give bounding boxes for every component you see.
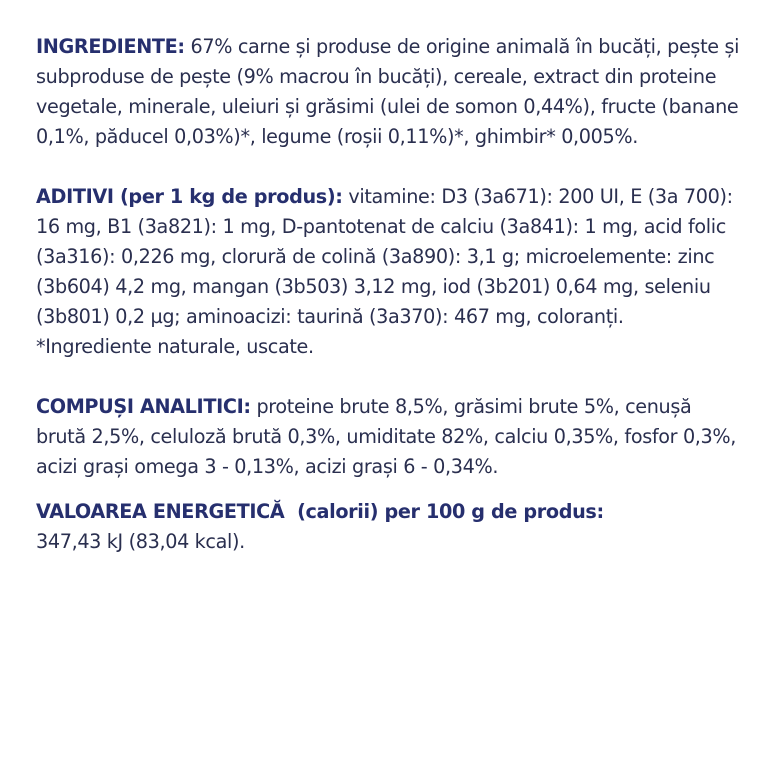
analytical-text: proteine brute 8,5%, grăsimi brute 5%, cenușă brută 2,5%, celuloză brută 0,3%, umiditate 82%, calciu 0,35%, fosfor 0,3%, acizi grași omega 3 - 0,13%, acizi grași 6 - 0,34%. [36,395,737,478]
analytical-section [36,392,741,482]
analytical-heading: COMPUȘI ANALITICI: [36,395,251,418]
additives-section [36,182,741,362]
ingredients-text: 67% carne și produse de origine animală în bucăți, pește și subproduse de pește (9% macrou în bucăți), cereale, extract din proteine vegetale, minerale, uleiuri și grăsimi (ulei de somon 0,44%), fructe (banane 0,1%, păducel 0,03%)*, legume (roșii 0,11%)*, ghimbir* 0,005%. [36,35,740,148]
energy-heading: VALOAREA ENERGETICĂ (calorii) per 100 g de produs: [36,500,604,523]
energy-text: 347,43 kJ (83,04 kcal). [36,530,245,553]
additives-text: vitamine: D3 (3a671): 200 UI, E (3a 700): 16 mg, B1 (3a821): 1 mg, D-pantotenat de calciu (3a841): 1 mg, acid folic (3a316): 0,226 mg, clorură de colină (3a890): 3,1 g; microelemente: zinc (3b604) 4,2 mg, mangan (3b503) 3,12 mg, iod (3b201) 0,64 mg, seleniu (3b801) 0,2 µg; aminoacizi: taurină (3a370): 467 mg, coloranți. *Ingrediente naturale, uscate. [36,185,733,358]
additives-heading: ADITIVI (per 1 kg de produs): [36,185,343,208]
ingredients-heading: INGREDIENTE: [36,35,185,58]
product-label-text [36,32,741,557]
energy-section [36,497,741,557]
ingredients-section [36,32,741,152]
